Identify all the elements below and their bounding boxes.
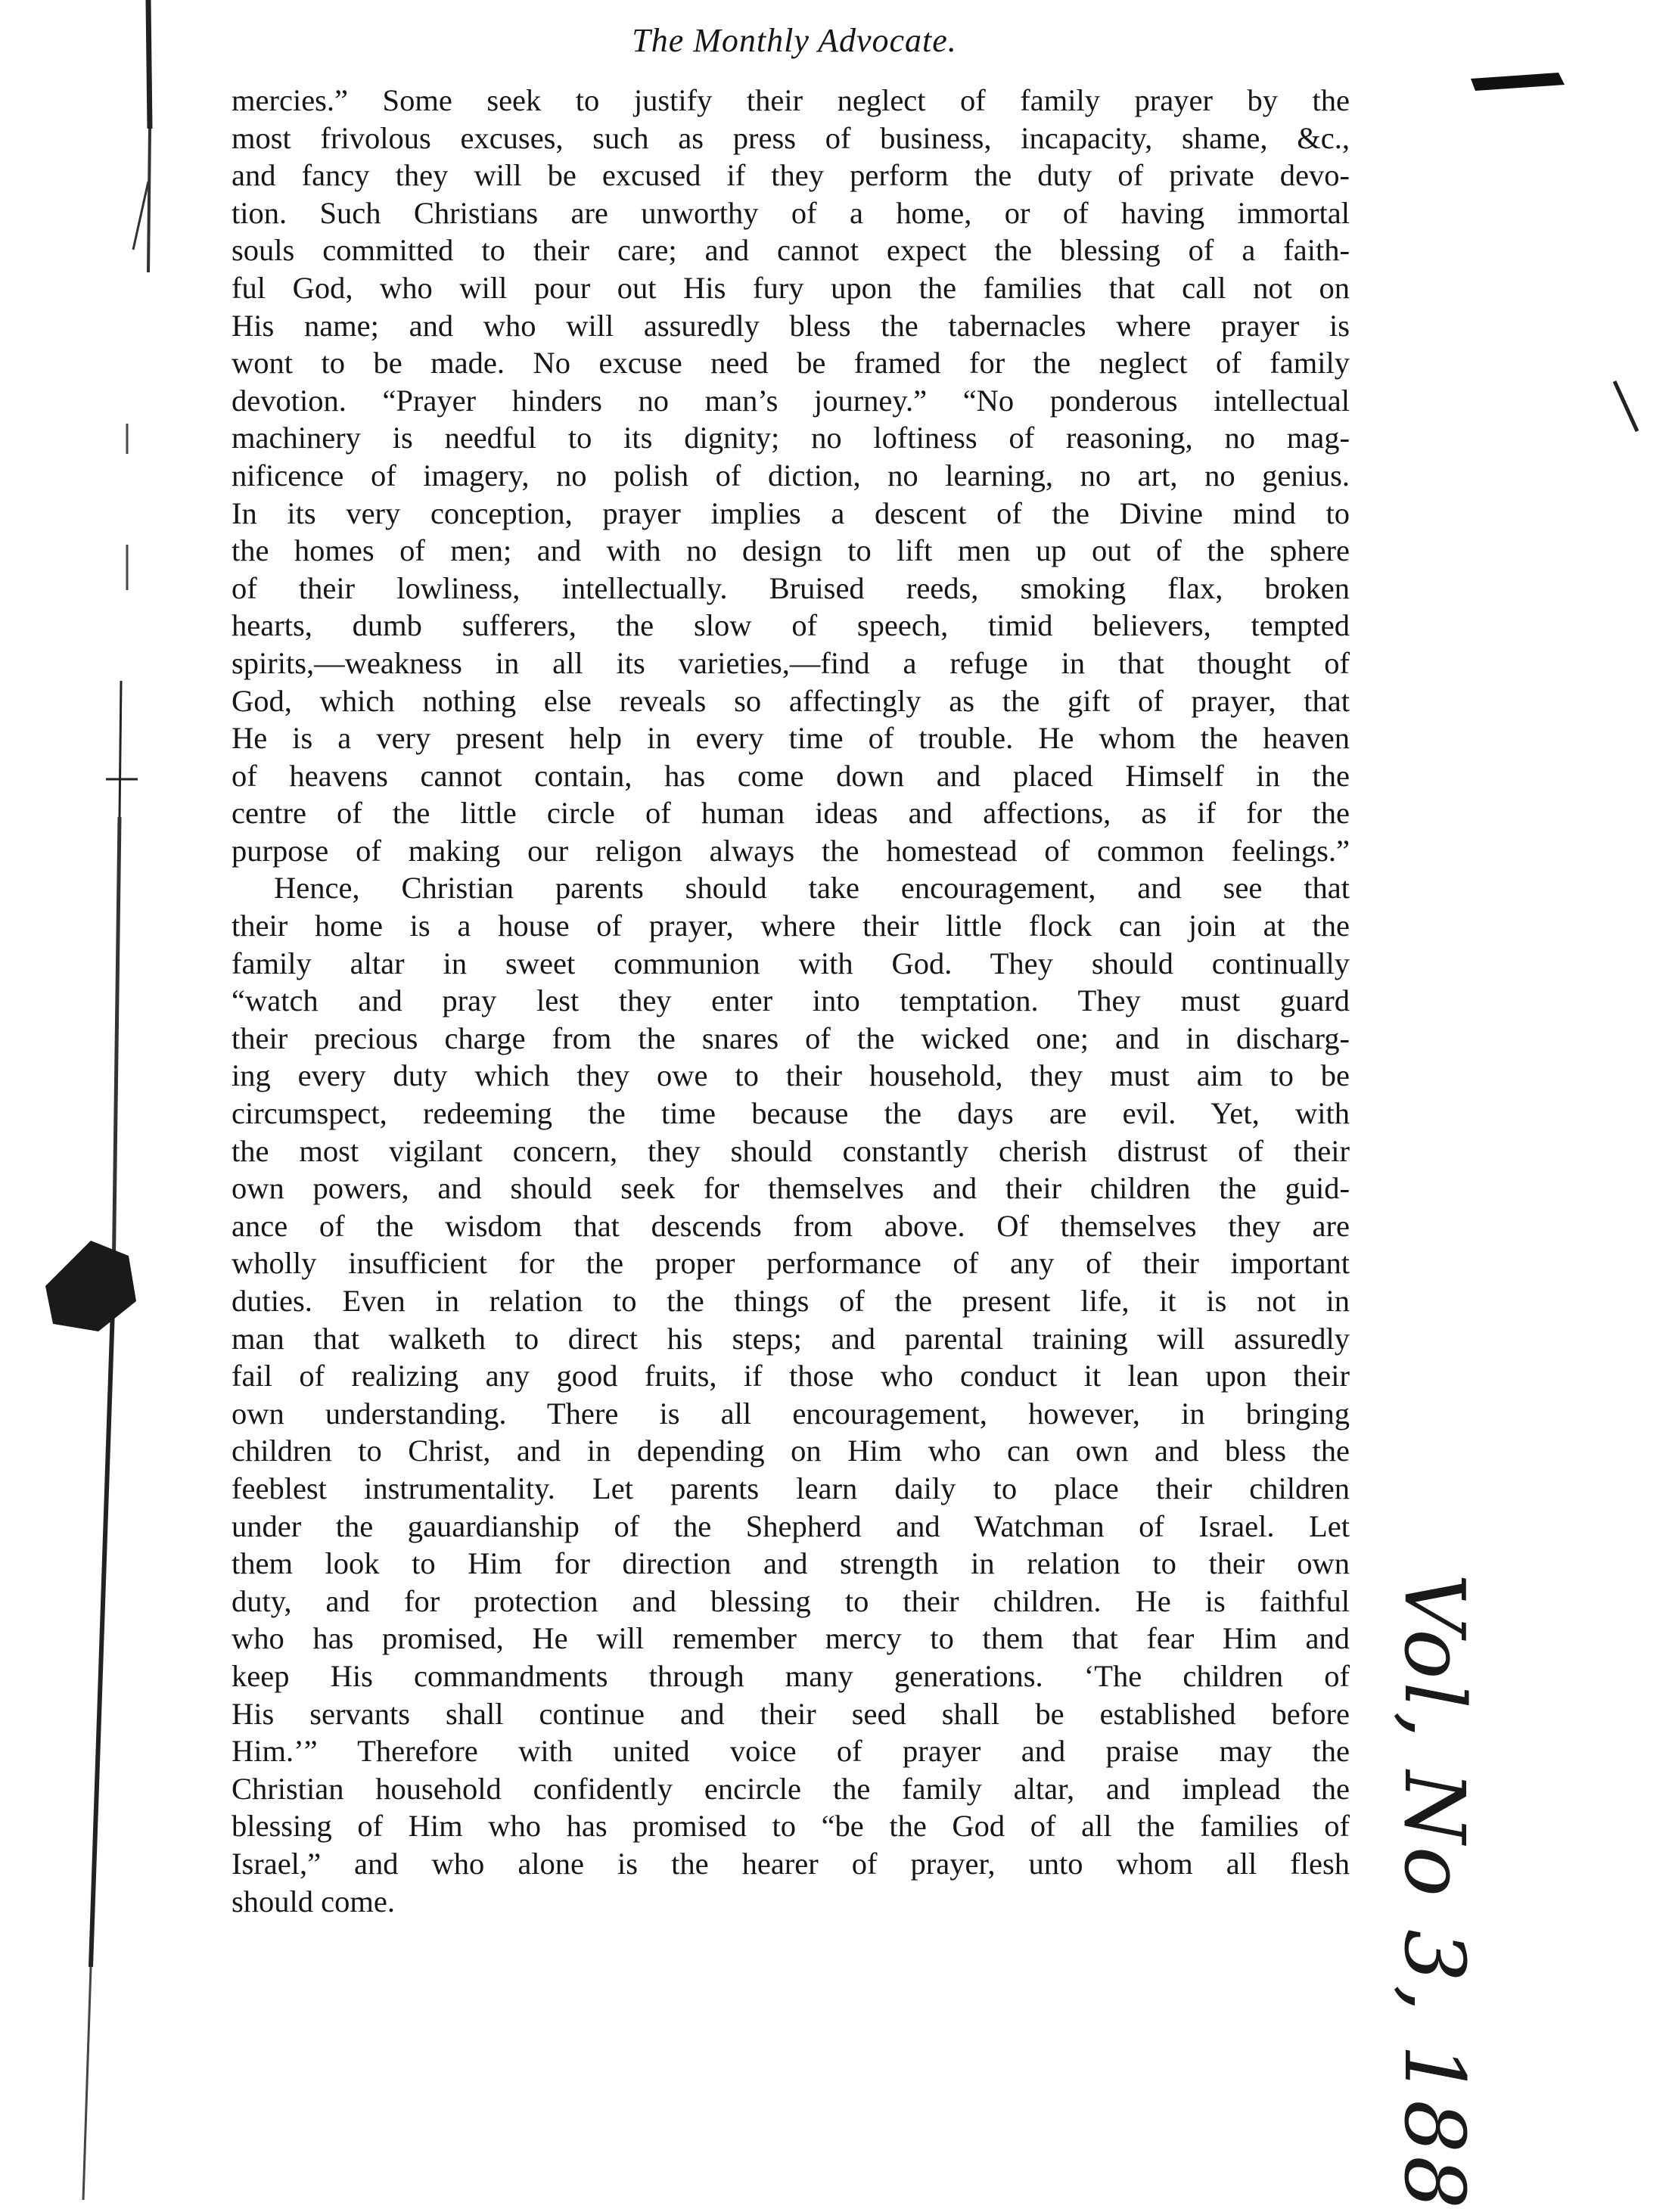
text-line: family altar in sweet communion with God. They should continually [232, 946, 1350, 980]
text-line: duties. Even in relation to the things of the present life, it is not in [232, 1284, 1350, 1318]
article-body [232, 82, 1350, 1920]
text-line: In its very conception, prayer implies a descent of the Divine mind to [232, 496, 1350, 530]
text-line: mercies.” Some seek to justify their neglect of family prayer by the [232, 83, 1350, 117]
text-line: Israel,” and who alone is the hearer of prayer, unto whom all flesh [232, 1846, 1350, 1881]
paragraph-1 [232, 82, 1350, 869]
text-line: souls committed to their care; and cannot expect the blessing of a faith- [232, 233, 1350, 268]
text-line: most frivolous excuses, such as press of business, incapacity, shame, &c., [232, 120, 1350, 155]
text-line: of their lowliness, intellectually. Bruised reeds, smoking flax, broken [232, 570, 1350, 605]
text-line: the homes of men; and with no design to lift men up out of the sphere [232, 533, 1350, 568]
text-line: His servants shall continue and their seed shall be established before [232, 1696, 1350, 1731]
text-line: under the gauardianship of the Shepherd and Watchman of Israel. Let [232, 1508, 1350, 1543]
text-line: their precious charge from the snares of the wicked one; and in discharg- [232, 1021, 1350, 1055]
text-line: them look to Him for direction and strength in relation to their own [232, 1546, 1350, 1581]
text-line: the most vigilant concern, they should constantly cherish distrust of their [232, 1133, 1350, 1168]
text-line: ful God, who will pour out His fury upon the families that call not on [232, 270, 1350, 305]
binding-edge-marks [0, 0, 182, 2200]
text-line: Him.’” Therefore with united voice of prayer and praise may the [232, 1734, 1350, 1769]
text-line: their home is a house of prayer, where their little flock can join at the [232, 909, 1350, 943]
text-line: He is a very present help in every time of trouble. He whom the heaven [232, 721, 1350, 756]
text-line: ance of the wisdom that descends from above. Of themselves they are [232, 1208, 1350, 1243]
text-line: “watch and pray lest they enter into temptation. They must guard [232, 983, 1350, 1018]
running-header: The Monthly Advocate. [632, 22, 957, 59]
text-line: ing every duty which they owe to their household, they must aim to be [232, 1058, 1350, 1093]
text-line: should come. [232, 1884, 395, 1918]
ink-blot-mark [1468, 68, 1619, 98]
text-line: blessing of Him who has promised to “be the God of all the families of [232, 1809, 1350, 1844]
text-line: own powers, and should seek for themselves and their children the guid- [232, 1171, 1350, 1206]
text-line: who has promised, He will remember mercy to them that fear Him and [232, 1621, 1350, 1656]
text-line: purpose of making our religon always the homestead of common feelings.” [232, 833, 1350, 868]
text-line: wont to be made. No excuse need be framed for the neglect of family [232, 346, 1350, 381]
text-line: wholly insufficient for the proper performance of any of their important [232, 1246, 1350, 1281]
text-line: feeblest instrumentality. Let parents learn daily to place their children [232, 1471, 1350, 1505]
text-line: hearts, dumb sufferers, the slow of speech, timid believers, tempted [232, 608, 1350, 643]
text-line: Hence, Christian parents should take encouragement, and see that [274, 871, 1350, 906]
text-line: centre of the little circle of human ideas and affections, as if for the [232, 796, 1350, 831]
handwritten-marginal-note: Vol, No 3, 188 [1386, 1574, 1483, 2212]
text-line: of heavens cannot contain, has come down and placed Himself in the [232, 758, 1350, 793]
text-line: machinery is needful to its dignity; no loftiness of reasoning, no mag- [232, 421, 1350, 455]
text-line: tion. Such Christians are unworthy of a home, or of having immortal [232, 195, 1350, 230]
text-line: keep His commandments through many generations. ‘The children of [232, 1658, 1350, 1693]
text-line: God, which nothing else reveals so affectingly as the gift of prayer, that [232, 683, 1350, 718]
text-line: children to Christ, and in depending on Him who can own and bless the [232, 1434, 1350, 1468]
text-line: fail of realizing any good fruits, if those who conduct it lean upon their [232, 1359, 1350, 1393]
text-line: spirits,—weakness in all its varieties,—find a refuge in that thought of [232, 645, 1350, 680]
text-line: and fancy they will be excused if they perform the duty of private devo- [232, 158, 1350, 193]
text-line: Christian household confidently encircle the family altar, and implead the [232, 1771, 1350, 1806]
stray-pen-stroke [1611, 378, 1642, 439]
text-line: man that walketh to direct his steps; and parental training will assuredly [232, 1321, 1350, 1356]
text-line: devotion. “Prayer hinders no man’s journey.” “No ponderous intellectual [232, 383, 1350, 418]
paragraph-2 [232, 869, 1350, 1920]
text-line: circumspect, redeeming the time because the days are evil. Yet, with [232, 1096, 1350, 1131]
text-line: own understanding. There is all encouragement, however, in bringing [232, 1396, 1350, 1431]
text-line: His name; and who will assuredly bless the tabernacles where prayer is [232, 308, 1350, 343]
text-line: nificence of imagery, no polish of diction, no learning, no art, no genius. [232, 458, 1350, 492]
text-line: duty, and for protection and blessing to their children. He is faithful [232, 1583, 1350, 1618]
